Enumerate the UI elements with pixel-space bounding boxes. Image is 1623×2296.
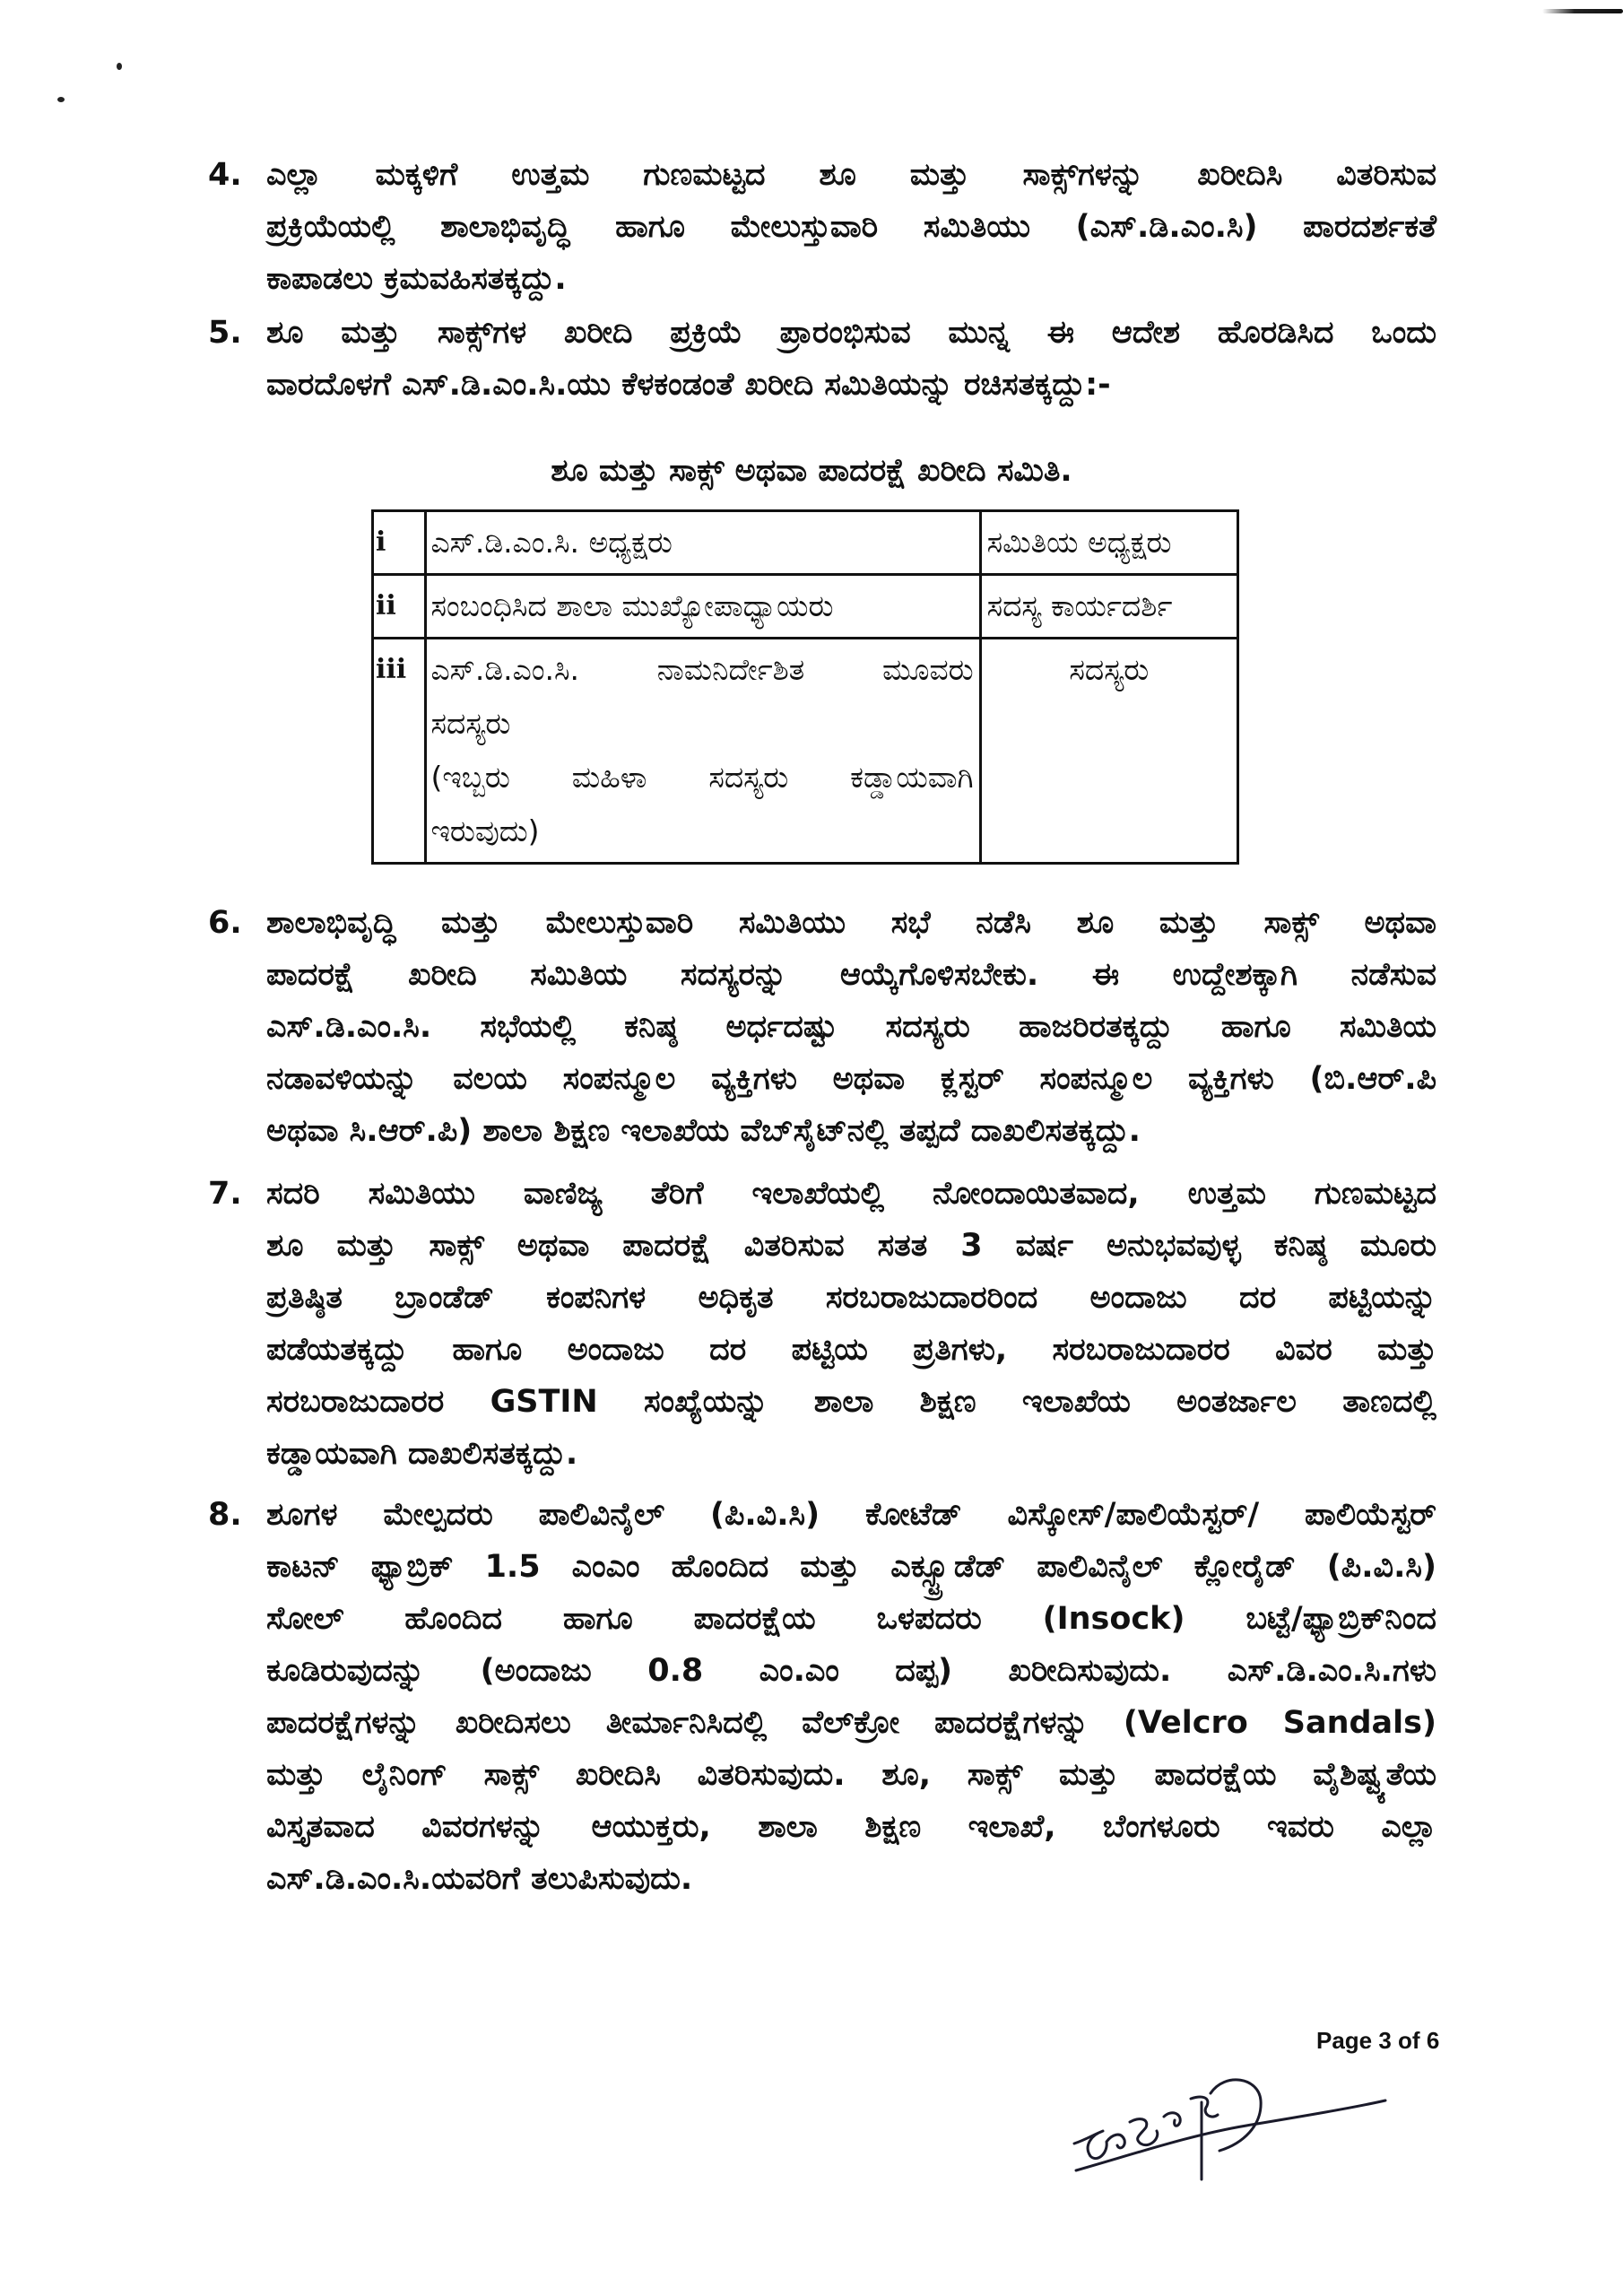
- paragraph-line: ಎಸ್.ಡಿ.ಎಂ.ಸಿ. ಸಭೆಯಲ್ಲಿ ಕನಿಷ್ಠ ಅರ್ಧದಷ್ಟು ಸದಸ್ಯರು ಹಾಜರಿರತಕ್ಕದ್ದು ಹಾಗೂ ಸಮಿತಿಯ: [266, 1009, 1436, 1045]
- paragraph-line: ಪ್ರಕ್ರಿಯೆಯಲ್ಲಿ ಶಾಲಾಭಿವೃದ್ಧಿ ಹಾಗೂ ಮೇಲುಸ್ತುವಾರಿ ಸಮಿತಿಯು (ಎಸ್.ಡಿ.ಎಂ.ಸಿ) ಪಾರದರ್ಶಕತೆ: [266, 209, 1436, 245]
- scan-speck: [57, 97, 65, 102]
- row-index: ii: [373, 575, 426, 639]
- paragraph-number: 6.: [208, 905, 242, 941]
- table-row: [373, 575, 1238, 639]
- paragraph-4: [208, 149, 1436, 305]
- paragraph-line: ಸರಬರಾಜುದಾರರ GSTIN ಸಂಖ್ಯೆಯನ್ನು ಶಾಲಾ ಶಿಕ್ಷಣ ಇಲಾಖೆಯ ಅಂತರ್ಜಾಲ ತಾಣದಲ್ಲಿ: [266, 1384, 1436, 1420]
- paragraph-line: ವಿಸ್ತೃತವಾದ ವಿವರಗಳನ್ನು ಆಯುಕ್ತರು, ಶಾಲಾ ಶಿಕ್ಷಣ ಇಲಾಖೆ, ಬೆಂಗಳೂರು ಇವರು ಎಲ್ಲಾ: [266, 1809, 1436, 1845]
- paragraph-line: ಎಲ್ಲಾ ಮಕ್ಕಳಿಗೆ ಉತ್ತಮ ಗುಣಮಟ್ಟದ ಶೂ ಮತ್ತು ಸಾಕ್ಸ್‌ಗಳನ್ನು ಖರೀದಿಸಿ ವಿತರಿಸುವ: [266, 157, 1436, 193]
- paragraph-line: ಪ್ರತಿಷ್ಠಿತ ಬ್ರಾಂಡೆಡ್ ಕಂಪನಿಗಳ ಅಧಿಕೃತ ಸರಬರಾಜುದಾರರಿಂದ ಅಂದಾಜು ದರ ಪಟ್ಟಿಯನ್ನು: [266, 1280, 1436, 1316]
- paragraph-line: ಮತ್ತು ಲೈನಿಂಗ್ ಸಾಕ್ಸ್ ಖರೀದಿಸಿ ವಿತರಿಸುವುದು. ಶೂ, ಸಾಕ್ಸ್ ಮತ್ತು ಪಾದರಕ್ಷೆಯ ವೈಶಿಷ್ಟ್ಯತೆಯ: [266, 1757, 1436, 1793]
- member-line: ಸಂಬಂಧಿಸಿದ ಶಾಲಾ ಮುಖ್ಯೋಪಾಧ್ಯಾಯರು: [430, 588, 834, 623]
- paragraph-line: ಶೂ ಮತ್ತು ಸಾಕ್ಸ್ ಅಥವಾ ಪಾದರಕ್ಷೆ ವಿತರಿಸುವ ಸತತ 3 ವರ್ಷ ಅನುಭವವುಳ್ಳ ಕನಿಷ್ಠ ಮೂರು: [266, 1228, 1436, 1264]
- paragraph-number: 8.: [208, 1497, 242, 1533]
- role-cell: ಸಮಿತಿಯ ಅಧ್ಯಕ್ಷರು: [980, 511, 1237, 575]
- member-line: ಸದಸ್ಯರು: [430, 706, 511, 741]
- committee-table-title: ಶೂ ಮತ್ತು ಸಾಕ್ಸ್ ಅಥವಾ ಪಾದರಕ್ಷೆ ಖರೀದಿ ಸಮಿತಿ.: [551, 453, 1072, 489]
- role-cell: ಸದಸ್ಯರು: [980, 639, 1237, 864]
- member-line: ಎಸ್.ಡಿ.ಎಂ.ಸಿ. ನಾಮನಿರ್ದೇಶಿತ ಮೂವರು: [430, 652, 974, 687]
- table-row: [373, 511, 1238, 575]
- committee-table: [371, 509, 1239, 865]
- paragraph-line: ಶಾಲಾಭಿವೃದ್ಧಿ ಮತ್ತು ಮೇಲುಸ್ತುವಾರಿ ಸಮಿತಿಯು ಸಭೆ ನಡೆಸಿ ಶೂ ಮತ್ತು ಸಾಕ್ಸ್ ಅಥವಾ: [266, 905, 1436, 941]
- paragraph-line: ಸದರಿ ಸಮಿತಿಯು ವಾಣಿಜ್ಯ ತೆರಿಗೆ ಇಲಾಖೆಯಲ್ಲಿ ನೋಂದಾಯಿತವಾದ, ಉತ್ತಮ ಗುಣಮಟ್ಟದ: [266, 1176, 1436, 1212]
- paragraph-6: [208, 897, 1436, 1157]
- role-cell: ಸದಸ್ಯ ಕಾರ್ಯದರ್ಶಿ: [980, 575, 1237, 639]
- row-index: iii: [373, 639, 426, 864]
- paragraph-number: 7.: [208, 1176, 242, 1212]
- signature-stroke: [1074, 2131, 1124, 2159]
- paragraph-line: ಶೂಗಳ ಮೇಲ್ಪದರು ಪಾಲಿವಿನೈಲ್ (ಪಿ.ವಿ.ಸಿ) ಕೋಟೆಡ್ ವಿಸ್ಕೋಸ್/ಪಾಲಿಯೆಸ್ಟರ್/ ಪಾಲಿಯೆಸ್ಟರ್: [266, 1497, 1436, 1533]
- table-row: [373, 639, 1238, 864]
- scan-speck: [117, 63, 122, 70]
- paragraph-line: ಎಸ್.ಡಿ.ಎಂ.ಸಿ.ಯವರಿಗೆ ತಲುಪಿಸುವುದು.: [266, 1861, 693, 1897]
- member-line: ಎಸ್.ಡಿ.ಎಂ.ಸಿ. ಅಧ್ಯಕ್ಷರು: [430, 525, 673, 560]
- page-number: Page 3 of 6: [1316, 2027, 1440, 2054]
- signature-stroke: [1164, 2113, 1180, 2126]
- paragraph-7: [208, 1168, 1436, 1480]
- paragraph-line: ವಾರದೊಳಗೆ ಎಸ್.ಡಿ.ಎಂ.ಸಿ.ಯು ಕೆಳಕಂಡಂತೆ ಖರೀದಿ ಸಮಿತಿಯನ್ನು ರಚಿಸತಕ್ಕದ್ದು:-: [266, 367, 1111, 403]
- paragraph-line: ಅಥವಾ ಸಿ.ಆರ್.ಪಿ) ಶಾಲಾ ಶಿಕ್ಷಣ ಇಲಾಖೆಯ ವೆಬ್‌ಸೈಟ್‌ನಲ್ಲಿ ತಪ್ಪದೆ ದಾಖಲಿಸತಕ್ಕದ್ದು.: [266, 1113, 1141, 1149]
- paragraph-line: ಪಡೆಯತಕ್ಕದ್ದು ಹಾಗೂ ಅಂದಾಜು ದರ ಪಟ್ಟಿಯ ಪ್ರತಿಗಳು, ಸರಬರಾಜುದಾರರ ವಿವರ ಮತ್ತು: [266, 1332, 1436, 1368]
- member-cell: [426, 511, 980, 575]
- paragraph-5: [208, 307, 1436, 411]
- member-line: ಇರುವುದು): [430, 813, 540, 848]
- paragraph-8: [208, 1489, 1436, 1905]
- member-cell: [426, 639, 980, 864]
- member-cell: [426, 575, 980, 639]
- paragraph-line: ಕಡ್ಡಾಯವಾಗಿ ದಾಖಲಿಸತಕ್ಕದ್ದು.: [266, 1436, 578, 1472]
- paragraph-line: ಕೂಡಿರುವುದನ್ನು (ಅಂದಾಜು 0.8 ಎಂ.ಎಂ ದಪ್ಪ) ಖರೀದಿಸುವುದು. ಎಸ್.ಡಿ.ಎಂ.ಸಿ.ಗಳು: [266, 1653, 1436, 1689]
- signature-stroke: [1191, 2097, 1218, 2179]
- paragraph-line: ನಡಾವಳಿಯನ್ನು ವಲಯ ಸಂಪನ್ಮೂಲ ವ್ಯಕ್ತಿಗಳು ಅಥವಾ ಕ್ಲಸ್ಟರ್ ಸಂಪನ್ಮೂಲ ವ್ಯಕ್ತಿಗಳು (ಬಿ.ಆರ್.ಪಿ: [266, 1061, 1436, 1097]
- paragraph-line: ಪಾದರಕ್ಷೆಗಳನ್ನು ಖರೀದಿಸಲು ತೀರ್ಮಾನಿಸಿದಲ್ಲಿ ವೆಲ್‌ಕ್ರೋ ಪಾದರಕ್ಷೆಗಳನ್ನು (Velcro Sandals): [266, 1705, 1436, 1741]
- signature-stroke: [1130, 2119, 1158, 2145]
- paragraph-number: 4.: [208, 157, 242, 193]
- paragraph-line: ಸೋಲ್ ಹೊಂದಿದ ಹಾಗೂ ಪಾದರಕ್ಷೆಯ ಒಳಪದರು (Insock) ಬಟ್ಟೆ/ಫ್ಯಾಬ್ರಿಕ್‌ನಿಂದ: [266, 1601, 1436, 1637]
- scan-edge-mark: [1542, 9, 1623, 13]
- member-line: (ಇಬ್ಬರು ಮಹಿಳಾ ಸದಸ್ಯರು ಕಡ್ಡಾಯವಾಗಿ: [430, 760, 974, 795]
- signature-icon: [1067, 2045, 1408, 2188]
- paragraph-line: ಶೂ ಮತ್ತು ಸಾಕ್ಸ್‌ಗಳ ಖರೀದಿ ಪ್ರಕ್ರಿಯೆ ಪ್ರಾರಂಭಿಸುವ ಮುನ್ನ ಈ ಆದೇಶ ಹೊರಡಿಸಿದ ಒಂದು: [266, 315, 1436, 351]
- paragraph-number: 5.: [208, 315, 242, 351]
- paragraph-line: ಕಾಟನ್ ಫ್ಯಾಬ್ರಿಕ್ 1.5 ಎಂಎಂ ಹೊಂದಿದ ಮತ್ತು ಎಕ್ಸ್ಟ್ರೂಡೆಡ್ ಪಾಲಿವಿನೈಲ್ ಕ್ಲೋರೈಡ್ (ಪಿ.ವಿ.ಸಿ): [266, 1549, 1436, 1585]
- paragraph-line: ಪಾದರಕ್ಷೆ ಖರೀದಿ ಸಮಿತಿಯ ಸದಸ್ಯರನ್ನು ಆಯ್ಕೆಗೊಳಿಸಬೇಕು. ಈ ಉದ್ದೇಶಕ್ಕಾಗಿ ನಡೆಸುವ: [266, 957, 1436, 993]
- row-index: i: [373, 511, 426, 575]
- paragraph-line: ಕಾಪಾಡಲು ಕ್ರಮವಹಿಸತಕ್ಕದ್ದು.: [266, 261, 567, 297]
